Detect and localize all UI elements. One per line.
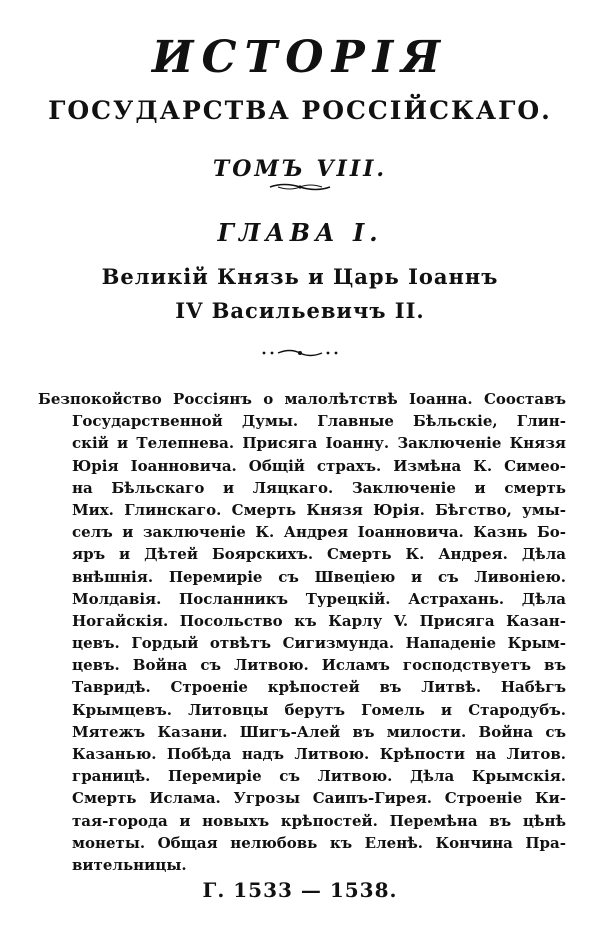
summary-line: Смерть Ислама. Угрозы Саипъ-Гирея. Строеніе Ки- [72,789,566,808]
summary-line: вительницы. [72,855,187,874]
summary-line: Мятежъ Казани. Шигъ-Алей въ милости. Война съ [72,722,566,741]
chapter-years: Г. 1533 — 1538. [202,878,398,902]
summary-line: Государственной Думы. Главные Бѣльскіе, Глин- [72,412,566,431]
summary-line: яръ и Дѣтей Боярскихъ. Смерть К. Андрея. Дѣла [72,545,566,564]
ornament-divider [0,181,600,193]
summary-line: на Бѣльскаго и Ляцкаго. Заключеніе и смерть [72,478,566,497]
summary-line: селъ и заключеніе К. Андрея Іоанновича. Казнь Бо- [72,523,566,542]
summary-line: Крымцевъ. Литовцы берутъ Гомель и Стародубъ. [72,700,566,719]
summary-line: Тавридѣ. Строеніе крѣпостей въ Литвѣ. Набѣгъ [72,678,566,697]
ornament-flourish-icon [268,181,332,193]
ruler-name-line-2: IV Васильевичъ II. [175,298,425,323]
ornament-dots-icon [260,347,340,359]
ornament-divider [0,347,600,359]
summary-line: Молдавія. Посланникъ Турецкій. Астрахань. Дѣла [72,589,566,608]
chapter-heading: ГЛАВА I. [217,218,383,247]
summary-line: монеты. Общая нелюбовь къ Еленѣ. Кончина Пра- [72,833,566,852]
book-subtitle: ГОСУДАРСТВА РОССІЙСКАГО. [48,96,552,125]
volume-number: ТОМЪ VIII. [212,156,388,182]
summary-line: цевъ. Гордый отвѣтъ Сигизмунда. Нападеніе Крым- [72,634,566,653]
summary-line: Казанью. Побѣда надъ Литвою. Крѣпости на Литов. [72,745,566,763]
summary-line: внѣшнія. Перемиріе съ Швеціею и съ Ливоніею. [72,567,566,586]
book-title: ИСТОРІЯ [151,32,449,83]
summary-line: Безпокойство Россіянъ о малолѣтствѣ Іоанна. Сооставъ [38,390,566,408]
summary-line: Юрія Іоанновича. Общій страхъ. Измѣна К. Симео- [72,456,566,475]
summary-line: Ногайскія. Посольство къ Карлу V. Присяга Казан- [72,611,566,630]
summary-line: тая-города и новыхъ крѣпостей. Перемѣна въ цѣнѣ [72,811,566,830]
summary-line: границѣ. Перемиріе съ Литвою. Дѣла Крымскія. [72,767,566,786]
ruler-name-line-1: Великій Князь и Царь Іоаннъ [101,264,499,289]
summary-line: Мих. Глинскаго. Смерть Князя Юрія. Бѣгство, умы- [72,500,566,519]
chapter-summary [38,388,566,876]
summary-line: цевъ. Война съ Литвою. Исламъ господствуетъ въ [72,656,566,675]
summary-line: скій и Телепнева. Присяга Іоанну. Заключеніе Князя [72,434,566,453]
